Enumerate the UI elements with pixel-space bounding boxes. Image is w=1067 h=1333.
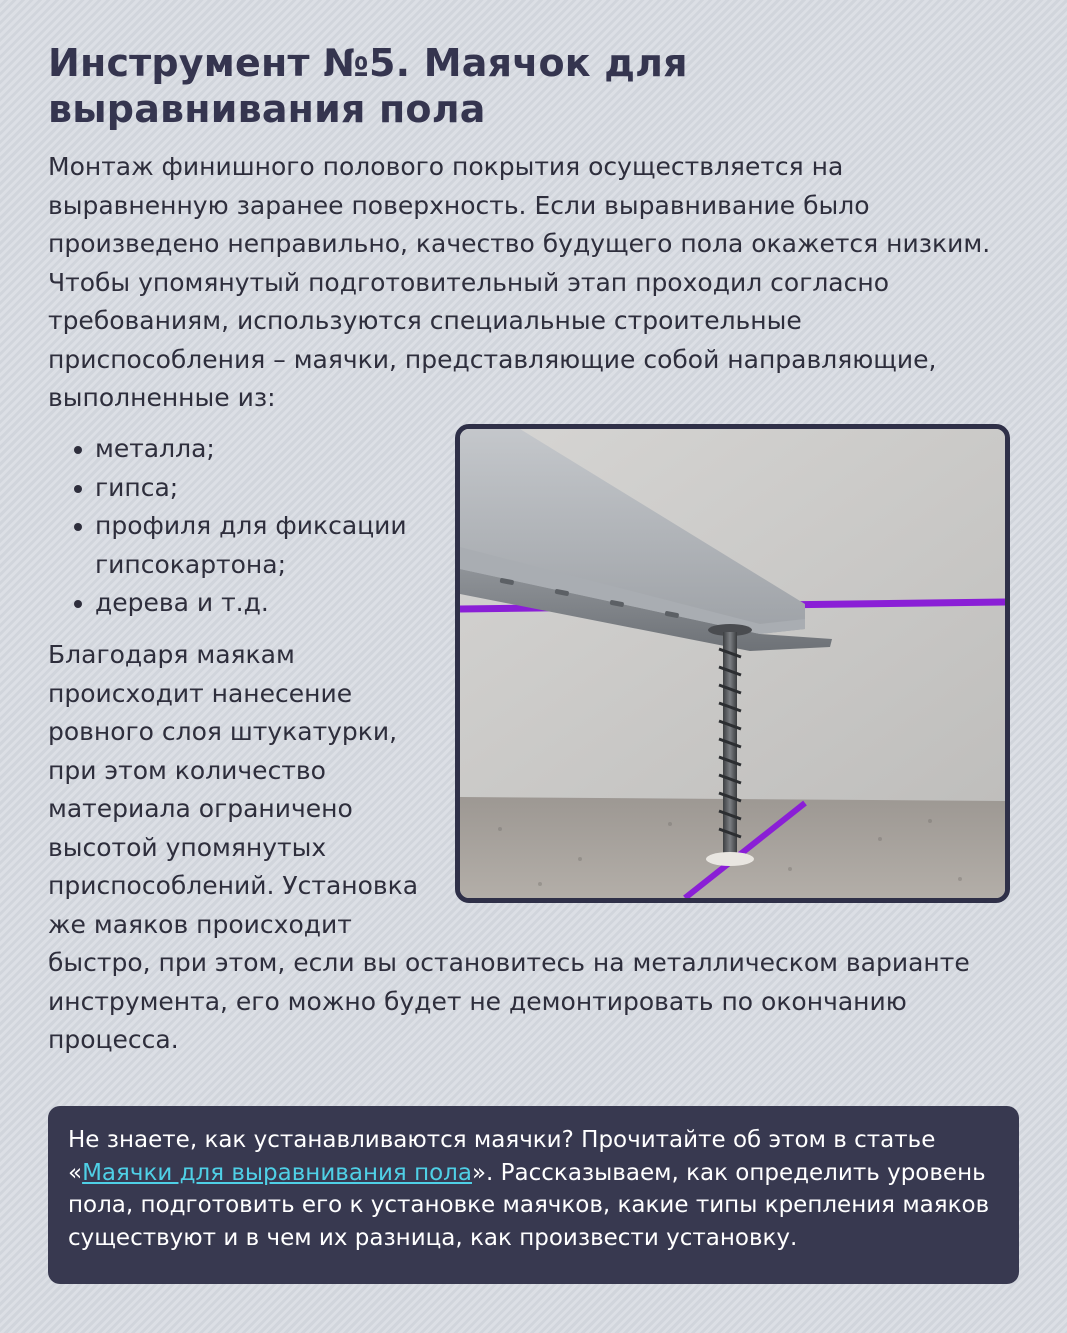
callout-text-end: ». Рассказываем, как определить уровень пола, подготовить его к установке маячков, какие типы крепления маяков существуют и в чем их разница, как произвести установку. — [68, 1159, 990, 1251]
article-callout — [48, 1106, 1019, 1284]
beacon-photo — [455, 424, 1010, 903]
body-paragraph-text: Благодаря маякам происходит нанесение ровного слоя штукатурки, при этом количество материала ограничено высотой упомянутых приспособлений. Установка же маяков происходит быстро, при этом, если вы остановитесь на металлическом варианте инструмента, его можно будет не демонтировать по окончанию процесса. — [48, 640, 970, 1054]
materials-list — [48, 430, 438, 623]
page-title: Инструмент №5. Маячок для выравнивания пола — [48, 41, 688, 131]
list-item: дерева и т.д. — [48, 584, 438, 623]
beacon-illustration — [460, 429, 1005, 898]
callout-text-start: Не знаете, как устанавливаются маячки? Прочитайте об этом в статье « — [68, 1127, 936, 1186]
list-item: профиля для фиксации гипсокартона; — [48, 507, 438, 584]
article-link[interactable]: Маячки для выравнивания пола — [82, 1159, 472, 1186]
list-item: гипса; — [48, 469, 438, 508]
intro-paragraph: Монтаж финишного полового покрытия осуществляется на выравненную заранее поверхность. Если выравнивание было произведено неправильно, качество будущего пола окажется низким. Чтобы упомянутый подготовительный этап проходил согласно требованиям, используются специальные строительные приспособления – маячки, представляющие собой направляющие, выполненные из: — [48, 152, 991, 412]
list-item: металла; — [48, 430, 438, 469]
